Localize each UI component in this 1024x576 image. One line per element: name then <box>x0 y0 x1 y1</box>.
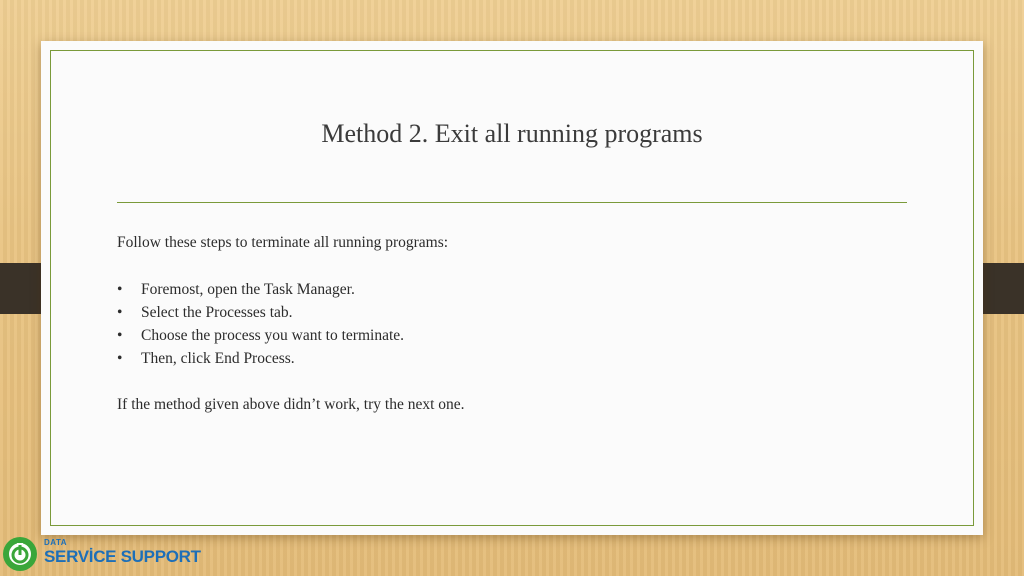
step-text: Choose the process you want to terminate. <box>141 327 405 344</box>
slide-body <box>117 232 897 416</box>
power-icon <box>2 536 38 572</box>
step-text: Select the Processes tab. <box>141 304 293 321</box>
list-item <box>117 324 897 347</box>
step-text: Foremost, open the Task Manager. <box>141 281 355 298</box>
intro-text: Follow these steps to terminate all running programs: <box>117 234 449 251</box>
steps-list <box>117 278 897 370</box>
brand-logo <box>2 534 202 574</box>
outro-text: If the method given above didn’t work, try the next one. <box>117 396 465 413</box>
logo-big-text: SERVİCE SUPPORT <box>44 547 201 566</box>
slide-title: Method 2. Exit all running programs <box>321 119 703 148</box>
list-item <box>117 301 897 324</box>
bullet-icon: • <box>117 304 123 321</box>
bullet-icon: • <box>117 281 123 298</box>
logo-small-text: DATA <box>44 538 68 547</box>
bullet-icon: • <box>117 327 123 344</box>
step-text: Then, click End Process. <box>141 350 295 367</box>
list-item <box>117 278 897 301</box>
list-item <box>117 347 897 370</box>
bullet-icon: • <box>117 350 123 367</box>
title-divider <box>117 202 907 203</box>
